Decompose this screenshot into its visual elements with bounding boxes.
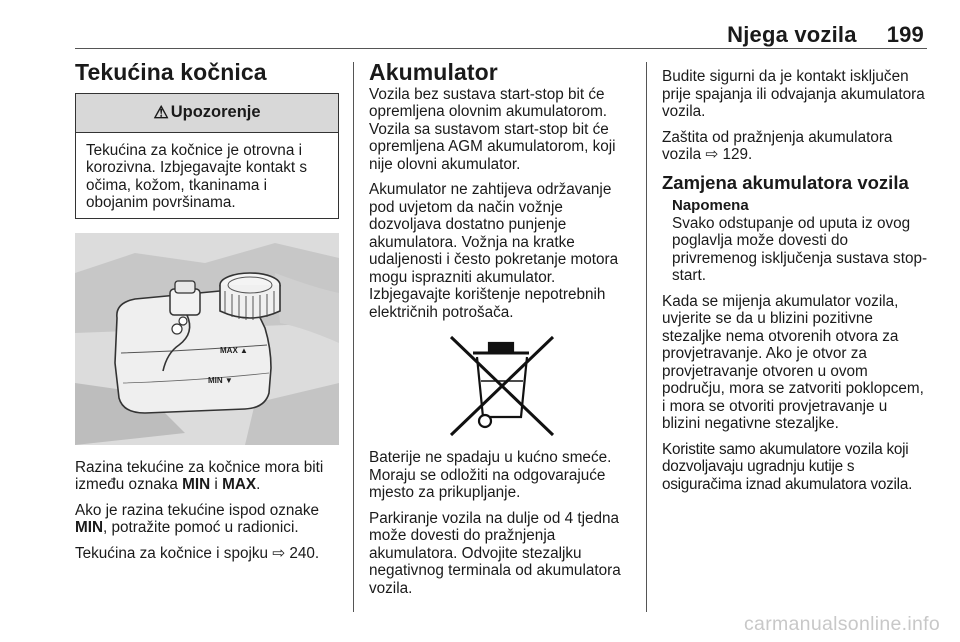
col2-paragraph-3: Baterije ne spadaju u kućno smeće. Moraju se odložiti na odgovarajuće mjesto za prikupljanje. [369, 449, 612, 501]
crossed-out-wheelie-bin-icon [369, 331, 635, 443]
warning-label: Upozorenje [170, 102, 261, 121]
reservoir-illustration [75, 233, 339, 445]
max-mark-text: MAX [222, 476, 257, 493]
column-1 [75, 59, 339, 570]
battery-replacement-heading: Zamjena akumulatora vozila [662, 171, 909, 193]
header-rule [75, 48, 927, 49]
page-number: 199 [886, 22, 924, 47]
page-header [727, 22, 924, 48]
warning-triangle-icon: ⚠ [153, 102, 169, 122]
battery-heading: Akumulator [369, 59, 498, 85]
warning-text: Tekućina za kočnice je otrovna i korozivna. Izbjegavajte kontakt s očima, kožom, tkaninama i obojanim površinama. [86, 141, 308, 211]
col1-paragraph-2: Ako je razina tekućine ispod oznake MIN, potražite pomoć u radionici. [75, 501, 320, 536]
col3-paragraph-2: Zaštita od pražnjenja akumulatora vozila ⇨ 129. [662, 128, 893, 163]
brake-fluid-reservoir-photo [75, 233, 339, 445]
section-title: Njega vozila [727, 22, 857, 47]
column-2 [369, 59, 635, 605]
column-3 [662, 68, 928, 501]
col3-paragraph-3: Kada se mijenja akumulator vozila, uvjerite se da u blizini pozitivne stezaljke nema otvorenih otvora za provjetravanje. Ako je otvor za provjetravanje otvoren u ovom području, mora se zatvoriti poklopcem, i mora se otvoriti provjetravanje u blizini negativne stezaljke. [662, 292, 924, 432]
note-text: Svako odstupanje od uputa iz ovog poglavlja može dovesti do privremenog isključenja sustava stop-start. [672, 214, 928, 284]
page-reference: 240. [289, 544, 320, 562]
column-divider-2 [646, 62, 647, 612]
column-divider-1 [353, 62, 354, 612]
col1-paragraph-3: Tekućina za kočnice i spojku ⇨ 240. [75, 544, 320, 562]
note-box [662, 197, 928, 285]
col2-paragraph-2: Akumulator ne zahtijeva održavanje pod uvjetom da način vožnje dozvoljava dostatno punjenje akumulatora. Vožnja na kratke udaljenosti i često pokretanje motora mogu isprazniti akumulator. Izbjegavajte korištenje nepotrebnih električnih potrošača. [369, 181, 619, 321]
col2-paragraph-1: Vozila bez sustava start-stop bit će opremljena olovnim akumulatorom. Vozila sa sustavom start-stop bit će opremljena AGM akumulatorom, koji nije olovni akumulator. [369, 85, 616, 173]
recycling-symbol [369, 331, 635, 443]
note-title: Napomena [672, 197, 749, 214]
col1-paragraph-1: Razina tekućine za kočnice mora biti između oznaka MIN i MAX. [75, 458, 324, 493]
watermark: carmanualsonline.info [744, 613, 940, 635]
col2-paragraph-4: Parkiranje vozila na dulje od 4 tjedna može dovesti do pražnjenja akumulatora. Odvojite stezaljku negativnog terminala od akumulatora vozila. [369, 509, 621, 597]
page-reference-arrow-icon: ⇨ [272, 544, 286, 562]
min-mark-label: MIN ▼ [208, 375, 233, 385]
min-mark-text: MIN [182, 476, 211, 493]
col3-paragraph-4: Koristite samo akumulatore vozila koji dozvoljavaju ugradnju kutije s osiguračima iznad akumulatora vozila. [662, 440, 913, 493]
page-reference-arrow-icon: ⇨ [705, 146, 719, 163]
brake-fluid-heading: Tekućina kočnica [75, 59, 267, 85]
col3-paragraph-1: Budite sigurni da je kontakt isključen prije spajanja ili odvajanja akumulatora vozila. [662, 68, 925, 120]
max-mark-label: MAX ▲ [220, 345, 248, 355]
warning-box [75, 93, 339, 219]
warning-header [76, 94, 338, 133]
page-reference: 129. [722, 146, 753, 163]
